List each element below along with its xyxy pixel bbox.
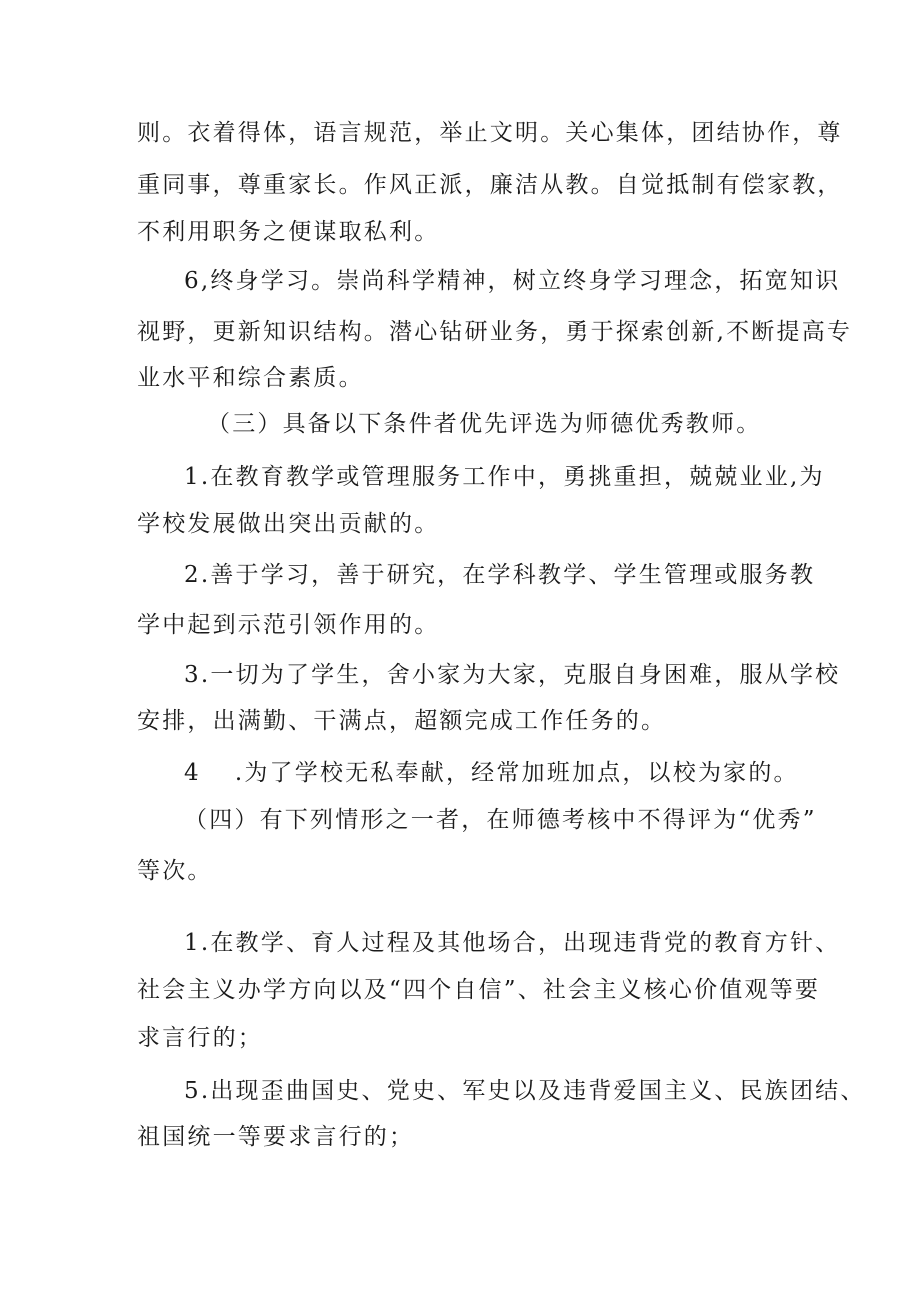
text-line: 等次。 [137,858,213,884]
text-line: 5.出现歪曲国史、党史、军史以及违背爱国主义、民族团结、 [184,1078,866,1104]
text-line: 不利用职务之便谋取私利。 [137,219,440,245]
text-line: 重同事，尊重家长。作风正派，廉洁从教。自觉抵制有偿家教， [137,172,843,198]
text-line [184,758,799,788]
text-line: 业水平和综合素质。 [137,365,364,391]
text-line: 3.一切为了学生，舍小家为大家，克服自身困难，服从学校 [184,662,841,688]
text-line: （三）具备以下条件者优先评选为师德优秀教师。 [207,411,762,437]
text-line: 1.在教育教学或管理服务工作中，勇挑重担，兢兢业业,为 [184,464,825,490]
text-line: 学中起到示范引领作用的。 [137,612,440,638]
text-line: 祖国统一等要求言行的； [137,1124,415,1150]
text-line: 6,终身学习。崇尚科学精神，树立终身学习理念，拓宽知识 [184,268,841,294]
item-number: 4 [184,760,201,786]
text-line: （四）有下列情形之一者，在师德考核中不得评为“优秀” [184,807,817,833]
text-line: 求言行的； [137,1025,263,1051]
text-line: 1.在教学、育人过程及其他场合，出现违背党的教育方针、 [184,930,841,956]
text-line: 安排，出满勤、干满点，超额完成工作任务的。 [137,708,667,734]
item-text: .为了学校无私奉献，经常加班加点，以校为家的。 [234,760,799,786]
text-line: 视野，更新知识结构。潜心钻研业务，勇于探索创新,不断提高专 [137,319,853,345]
text-line: 社会主义办学方向以及“四个自信”、社会主义核心价值观等要 [137,977,821,1003]
text-line: 学校发展做出突出贡献的。 [137,511,440,537]
text-line: 则。衣着得体，语言规范，举止文明。关心集体，团结协作，尊 [137,120,843,146]
text-line: 2.善于学习，善于研究，在学科教学、学生管理或服务教 [184,562,816,588]
